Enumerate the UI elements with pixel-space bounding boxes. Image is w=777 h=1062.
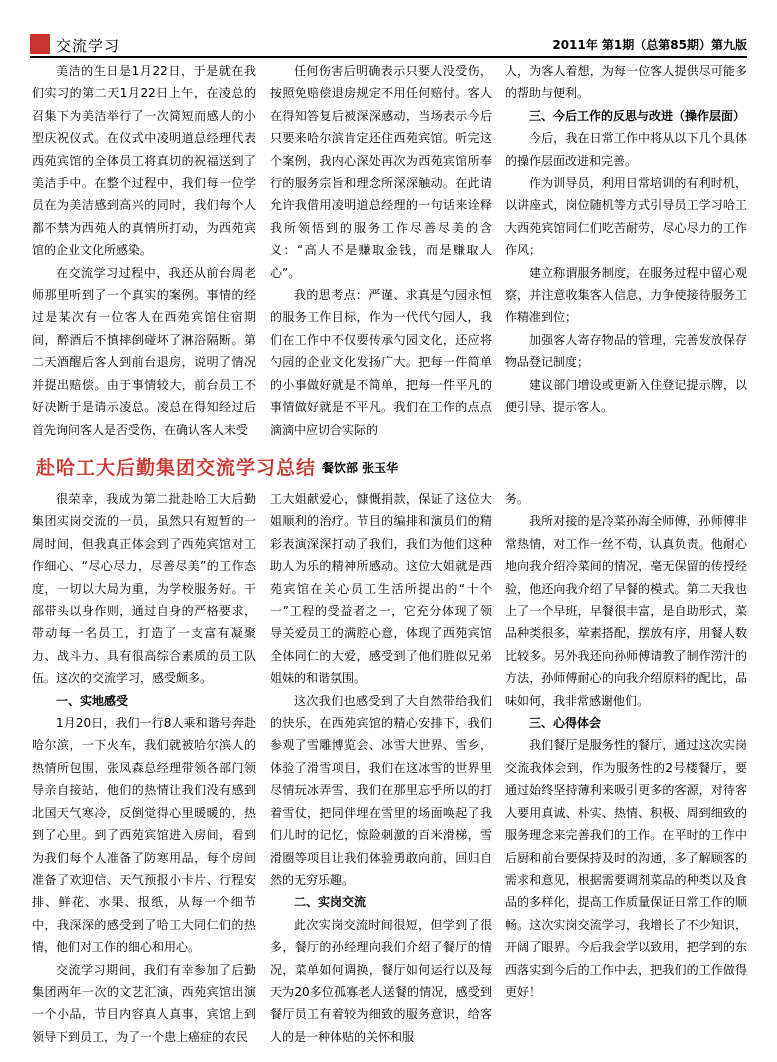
article2-column-1	[32, 488, 256, 1048]
paragraph: 交流学习期间，我们有幸参加了后勤集团两年一次的文艺汇演，西苑宾馆出演一个小品，节目内容真人真事，宾馆上到领导下到员工，为了一个患上癌症的农民	[32, 962, 256, 1044]
paragraph: 此次实岗交流时间很短，但学到了很多，餐厅的孙经理向我们介绍了餐厅的情况，菜单如何调换，餐厅如何运行以及每天为20多位孤寡老人送餐的情况，感受到餐厅员工有着较为细致的服务意识，给客人的是一种体贴的关怀和服	[270, 917, 492, 1044]
paragraph: 建立称谓服务制度，在服务过程中留心观察，并注意收集客人信息，力争使接待服务工作精准到位；	[505, 265, 747, 325]
header-rule	[30, 56, 747, 58]
paragraph: 在交流学习过程中，我还从前台周老师那里听到了一个真实的案例。事情的经过是某次有一位客人在西苑宾馆住宿期间，醉酒后不慎摔倒碰坏了淋浴隔断。第二天酒醒后客人到前台退房，说明了情况并提出赔偿。由于事情较大，前台员工不好决断于是请示凌总。凌总在得知经过后首先询问客人是否受伤，在确认客人未受	[32, 265, 256, 437]
paragraph: 我的思考点：严谨、求真是勺园永恒的服务工作目标，作为一代代勺园人，我们在工作中不仅要传承勺园文化，还应将勺园的企业文化发扬广大。把每一件简单的小事做好就是不简单，把每一件平凡的事情做好就是不平凡。我们在工作的点点滴滴中应切合实际的	[270, 288, 492, 437]
section-title: 交流学习	[56, 37, 121, 55]
paragraph: 这次我们也感受到了大自然带给我们的快乐，在西苑宾馆的精心安排下，我们参观了雪雕博览会、冰雪大世界、雪乡，体验了滑雪项目，我们在这冰雪的世界里尽情玩冰弄雪，我们在那里忘乎所以的打着雪仗，把同伴埋在雪里的场面唤起了我们儿时的记忆，惊险刺激的百米滑梯，雪滑圈等项目让我们体验勇敢向前，回归自然的无穷乐趣。	[270, 693, 492, 887]
paragraph: 今后，我在日常工作中将从以下几个具体的操作层面改进和完善。	[505, 131, 747, 168]
paragraph: 加强客人寄存物品的管理，完善发放保存物品登记制度；	[505, 332, 747, 370]
article2-byline: 餐饮部 张玉华	[322, 461, 399, 475]
paragraph: 我们餐厅是服务性的餐厅，通过这次实岗交流我体会到，作为服务性的2号楼餐厅，要通过始终坚持薄利来吸引更多的客源，对待客人要用真诚、朴实、热情、积极、周到细致的服务理念来完善我们的工作。在平时的工作中后厨和前台要保持及时的沟通，多了解顾客的需求和意见，根据需要调剂菜品的种类以及食品的多样化，提高工作质量保证日常工作的顺畅。这次实岗交流学习，我增长了不少知识，开阔了眼界。今后我会学以致用，把学到的东西落实到今后的工作中去，把我们的工作做得更好！	[505, 738, 747, 999]
section-heading: 三、今后工作的反思与改进（操作层面）	[529, 108, 746, 123]
article1-column-2	[270, 60, 492, 441]
section-marker-icon	[30, 34, 50, 54]
paragraph: 人，为客人着想，为每一位客人提供尽可能多的帮助与便利。	[505, 64, 747, 101]
section-heading: 二、实岗交流	[294, 895, 367, 910]
article1-column-1	[32, 60, 256, 441]
paragraph: 美洁的生日是1月22日，于是就在我们实习的第二天1月22日上午，在凌总的召集下为美洁举行了一次简短而感人的小型庆祝仪式。在仪式中凌明道总经理代表西苑宾馆的全体员工将真切的祝福送到了美洁手中。在整个过程中，我们每一位学员在为美洁感到高兴的同时，我们每个人都不禁为西苑人的真情所打动，为西苑宾馆的企业文化所感染。	[32, 64, 256, 258]
paragraph: 建议部门增设或更新入住登记提示牌，以便引导、提示客人。	[505, 377, 747, 415]
paragraph: 作为训导员，利用日常培训的有利时机，以讲座式，岗位随机等方式引导员工学习哈工大西苑宾馆同仁们吃苦耐劳，尽心尽力的工作作风；	[505, 176, 747, 258]
paragraph: 很荣幸，我成为第二批赴哈工大后勤集团实岗交流的一员，虽然只有短暂的一周时间，但我真正体会到了西苑宾馆对工作细心、“尽心尽力，尽善尽美”的工作态度，一切以大局为重，为学校服务好。干部带头以身作则，通过自身的严格要求，带动每一名员工，打造了一支富有凝聚力、战斗力、具有很高综合素质的员工队伍。这次的交流学习，感受颇多。	[32, 492, 256, 686]
article2-column-2	[270, 488, 492, 1048]
paragraph: 我所对接的是冷菜孙海全师傅，孙师傅非常热情，对工作一丝不苟，认真负责。他耐心地向我介绍冷菜间的情况，毫无保留的传授经验，他还向我介绍了早餐的模式。第二天我也上了一个早班，早餐很丰富，是自助形式，菜品种类很多，荤素搭配，摆放有序，用餐人数比较多。另外我还向孙师傅请教了制作涝汁的方法，孙师傅耐心的向我介绍原料的配比，品味如何，我非常感谢他们。	[505, 514, 747, 708]
article2-title: 赴哈工大后勤集团交流学习总结	[36, 457, 317, 479]
section-heading: 三、心得体会	[529, 716, 602, 731]
article1-column-3	[505, 60, 747, 419]
section-heading: 一、实地感受	[56, 693, 129, 708]
paragraph: 任何伤害后明确表示只要人没受伤，按照免赔偿退房规定不用任何赔付。客人在得知答复后被深深感动，当场表示今后只要来哈尔滨肯定还住西苑宾馆。听完这个案例，我内心深处再次为西苑宾馆所奉行的服务宗旨和理念所深深触动。在此请允许我借用凌明道总经理的一句话来诠释我所领悟到的服务工作尽善尽美的含义：“高人不是赚取金钱，而是赚取人心”。	[270, 64, 492, 280]
paragraph: 工大姐献爱心，慷慨捐款，保证了这位大姐顺利的治疗。节目的编排和演员们的精彩表演深深打动了我们，我们为他们这种助人为乐的精神所感动。这位大姐就是西苑宾馆在关心员工生活所提出的“十个一”工程的受益者之一，它充分体现了领导关爱员工的满腔心意，体现了西苑宾馆全体同仁的大爱，感受到了他们胜似兄弟姐妹的和谐氛围。	[270, 492, 492, 686]
issue-info: 2011年 第1期（总第85期）第九版	[552, 38, 747, 52]
paragraph: 1月20日，我们一行8人乘和谐号奔赴哈尔滨，一下火车，我们就被哈尔滨人的热情所包围，张凤森总经理带领各部门领导亲自接站，他们的热情让我们没有感到北国天气寒冷，反倒觉得心里暖暖的，热到了心里。到了西苑宾馆进入房间，看到为我们每个人准备了防寒用品，每个房间准备了欢迎信、天气预报小卡片、行程安排、鲜花、水果、报纸，从每一个细节中，我深深的感受到了哈工大同仁们的热情，他们对工作的细心和用心。	[32, 716, 256, 955]
page-header	[30, 34, 747, 58]
paragraph: 务。	[505, 492, 530, 506]
article2-column-3	[505, 488, 747, 1003]
